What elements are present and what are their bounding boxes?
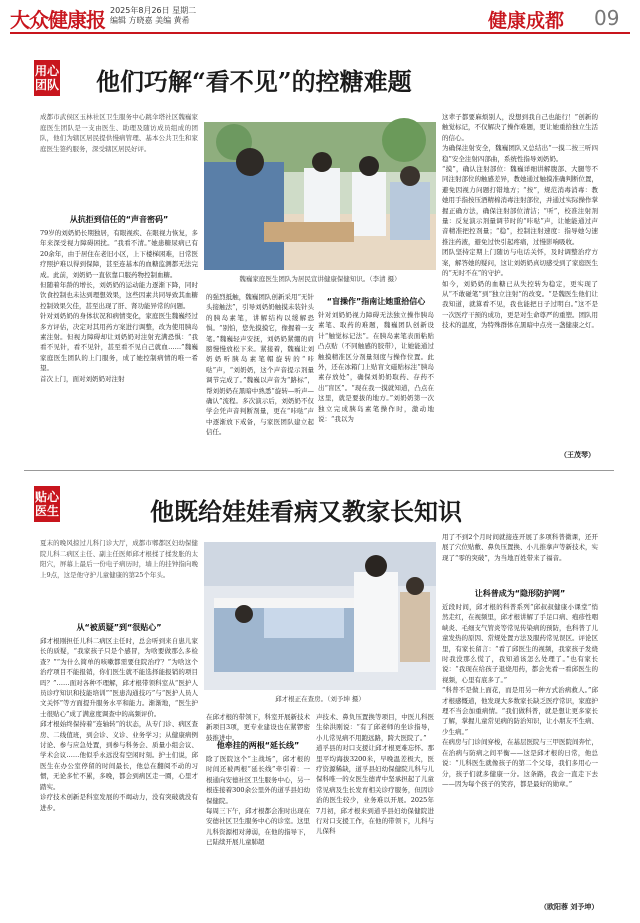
- story2-photo: [204, 542, 436, 690]
- ward-round-photo-illustration: [204, 542, 436, 690]
- date-line: 2025年8月26日 星期二: [110, 6, 197, 15]
- story2-column-2: 在邱才根的带领下，科室开展新技术新项目3项，更专业建设也在紧锣密鼓推进中。: [206, 713, 310, 742]
- story1-headline: 他们巧解“看不见”的控糖难题: [96, 67, 412, 96]
- story2-subhead-2: 他牵挂的两根“延长线”: [216, 741, 300, 750]
- story1-lead: 成都市武侯区玉林社区卫生服务中心跳伞塔社区魏巍家庭医生团队是一支由医生、助理及随访成员组成的团队，他们为辖区居民提供慢病管理、基本公共卫生和家庭医生签约服务，深受辖区居民好评。: [40, 113, 198, 153]
- story2-column-4: 声技术、鼻负压置换等项目，中医儿科医生徐洪刚说：“有了邱老师的坐诊指导，小儿常见病不用跑远路，跨大医院了。” 道孚县的对口支援让邱才根更难忘怀。那里平均海拔3200米，早晚温差极大，医疗资源稀缺，道孚县妇幼保健院儿科与儿保科唯一的女医生德青中坚承担起了儿童常见病及生长发育相关诊疗服务，但因诊治的医生较少，业务难以开展。2025年7月初，邱才根来到道孚县妇幼保健院进行对口支援工作，在他的带领下，儿科与儿保科: [316, 713, 434, 836]
- story2-byline: （欧阳蓉 刘予坤）: [540, 902, 599, 911]
- page-number: 09: [594, 6, 620, 30]
- story2-column-5a: 用了不到2个月时间就接连开展了多项科普微课，还开展了穴位贴敷、鼻负压置换、小儿推拿声等新技术，实现了“零的突破”，为当地百姓带来了福音。: [442, 533, 598, 562]
- story2-subhead-1: 从“被质疑”到“很贴心”: [76, 623, 162, 632]
- newspaper-logo: 大众健康报: [10, 8, 105, 32]
- story1-column-1: 79岁的刘奶奶长期独居，有眼视疾、在眼视力恢复，多年来深受视力障碍困扰。“我看不清。”她患糖尿病已有20余年，由于居住在老旧小区，上下楼梯困难，日常医疗照护难以得到保障，甚至连基本的血糖监测都无法完成。此前，刘奶奶一直依靠口服药物控制血糖。 但随着年龄的增长，刘奶奶的运动能力逐渐下降，同时饮食控制也未达到理想效果，这些因素共同导致其血糖控制效果欠佳，甚至出现了肝、肾功能异常的问题。 针对刘奶奶的身体状况和病情变化，家庭医生魏巍经过多方评估，决定对其用药方案进行调整，改为使用胰岛素注射。但视力障碍却让刘奶奶对注射充满恐惧：“我看不见针，看不见针，甚至看不见自己就血……”魏巍家庭医生团队的上门服务，成了她控制病情的唯一希望。 首次上门，面对刘奶奶对注射: [40, 229, 198, 383]
- issue-info: [110, 6, 196, 26]
- team-photo-illustration: [204, 122, 436, 270]
- story2-column-3: 除了医院这个“主战场”，邱才根的时间还被两根“延长线”牵引着：一根通向安德社区卫生服务中心，另一根连接着300余公里外的道孚县妇幼保健院。 每周三下午，邱才根都会准时出现在安德社区卫生服务中心的诊室。这里儿科资源相对薄弱，在他的指导下，已陆续开展儿童肺超: [206, 755, 310, 847]
- story2-tag: 贴心医生: [34, 486, 60, 522]
- story2-lead: 夏末的晚风掠过儿科门诊大厅，成都市郫都区妇幼保健院儿科二病区主任、副主任医师邱才根揉了揉发胀的太阳穴，屏幕上最后一份电子病历时，墙上的挂钟指向晚上9点，这是他守护儿童健康的第25个年头。: [40, 539, 198, 579]
- story1-photo-caption: 魏巍家庭医生团队为居民宣讲健康保健知识。（李清 摄）: [239, 275, 401, 283]
- story2-subhead-3: 让科普成为“隐形防护网”: [474, 589, 566, 598]
- story1-tag: 用心团队: [34, 60, 60, 96]
- header-rule: [10, 32, 630, 34]
- editor-line: 编辑 方晓嘉 美编 黄希: [110, 16, 190, 25]
- story1-column-3: 针对刘奶奶视力障碍无法独立操作胰岛素笔、取药的难题，魏巍团队创新设计“触觉标记法”。在胰岛素笔表面粘贴凸点贴（不同触感的胶带），让她能通过触摸精准区分剂量刻度与操作位置。此外，还在冰箱门上贴盲文磁贴标注“胰岛素存放处”，确保刘奶奶取药、存药不出“盲区”。“现在我一摸就知道，凸点在这里，就是要拔的地方。”刘奶奶第一次独立完成胰岛素笔操作时，激动地说：“我以为: [318, 311, 434, 424]
- story2-column-5b: 近段时间，邱才根的科普系列“邱叔叔健康小课堂”悄然走红，在视频里，邱才根讲解了手足口病、疱疹性咽峡炎、毛细支气管炎等常见传染病的预防，也科普了儿童发热的原因、常规处置方法及服药常见误区。评论区里，有家长留言：“看了邱医生的视频，我家孩子发烧时我没那么慌了，我知道该怎么处理了。”也有家长说：“我现在给孩子退烧用药，都会先看一看邱医生的视频，心里有底多了。” “科普不是做上面花，而是用另一种方式治病救人。”邱才根感慨道，他发现大多数家长缺乏医疗常识，家庭护理不当会加重病情。“我们做科普，就是想让更多家长了解，掌握儿童常见病的防治知识，让小朋友不生病、少生病。” 在病房与门诊间穿梭，在基层医院与三甲医院间奔忙，在治病与防病之间平衡——这是邱才根的日常，他总说：“儿科医生就像孩子的第二个父母，我们多用心一分，孩子们就多健康一分。这条路，我会一直走下去——因为每个孩子的笑容，都是最好的勋章。”: [442, 603, 598, 788]
- story2-headline: 他既给娃娃看病又教家长知识: [150, 497, 462, 526]
- story1-byline: （王茂琴）: [560, 450, 595, 459]
- story1-column-4: 这辈子都要麻烦别人，没想到我自己也能行！”创新的触觉标记，不仅解决了操作难题，更让她重拾独立生活的信心。 为确保注射安全，魏巍团队又总结出“一摸二按三听四稳”安全注射四部曲，系统性指导刘奶奶。 “摸”，确认注射部位：魏巍详细讲解腹部、大腿等不同注射部位的触感差异，教她通过触摸准确判断位置，避免因视力问题打错地方；“按”，规范消毒消毒：教她用手指按压酒精棉消毒注射部位，并通过实际操作掌握正确方法，确保注射部位清洁；“听”，校准注射剂量：反复演示剂量调节时的“咔哒”声，让她能通过声音精准把控剂量；“稳”，控制注射速度：指导她匀速推注药液，避免过快引起疼痛，过慢影响吸收。 团队坚持定期上门随访与电话关怀，及时调整治疗方案，解答她的疑问，这让刘奶奶真切感受到了家庭医生的“无时不在”的守护。 如今，刘奶奶的血糖已从失控转为稳定，更实现了从“不敢碰笔”到“独立注射”的改变。“是魏医生他们让我知道，就算看不见，我也能把日子过明白。”这不是一次医疗干预的成功，更是对生命尊严的重塑。团队用技术的温度，为特殊群体在黑暗中点亮一盏健康之灯。: [442, 113, 598, 330]
- story1-column-2: 的强烈抵触，魏巍团队创新采用“无针头接触法”，引导刘奶奶触摸未装针头的胰岛素笔，讲解结构以缓解恐惧。“别怕，您先摸摸它，像握着一支笔。”魏巍轻声安抚，刘奶奶紧绷的肩膀慢慢放松下来。紧接着，魏巍让刘奶奶听胰岛素笔帽旋转的“咔哒”声，“刘奶奶，这个声音提示剂量调节完成了。”魏巍以声音为“路标”，帮刘奶奶在黑暗中熟悉“旋转—听声—确认”流程。多次演示后，刘奶奶不仅学会凭声音判断剂量，更在“咔哒”声中逐渐放下戒备，与家医团队建立起信任。: [206, 293, 314, 437]
- story1-photo: [204, 122, 436, 270]
- story2-photo-caption: 邱才根正在查房。（刘予坤 摄）: [275, 695, 365, 703]
- story-divider: [24, 470, 614, 471]
- story2-column-1: 邱才根刚担任儿科二病区主任时，总会听到来自患儿家长的质疑，“我家孩子只是个感冒，为啥要做那么多检查？”“为什么简单的咳嗽都需要住院治疗？”为啥这个治疗项目不能报销，你们医生就不能选择能报销的项目吗？”……面对各种不理解，邱才根带领科室从“医护人员诊疗知识和技能培训”“医患沟通技巧”与“医护人员人文关怀”等方面提升服务水平和能力。渐渐地，“医生护士很贴心”成了满意度调查中的高频评价。 邱才根始终保持着“连轴转”的状态，从专门诊、病区查房、二线值班，到会诊、义诊、业务学习；从健康病例讨论、参与应急处置，到参与科务会、质量小组会议、学术会议……他似乎永远没有空闲时刻。护士们说，邱医生在办公室停留的时间最长，他总在翻阅不动的习惯，无论多忙不累，多晚，都会到病区走一圈，心里才踏实。 诊疗技术创新是科室发展的不竭动力，没有突破就没有进步。: [40, 637, 198, 812]
- section-title: 健康成都: [488, 10, 565, 32]
- story1-subhead-2: “盲操作”指南让她重拾信心: [326, 297, 426, 306]
- story1-subhead-1: 从抗拒到信任的“声音密码”: [69, 215, 169, 224]
